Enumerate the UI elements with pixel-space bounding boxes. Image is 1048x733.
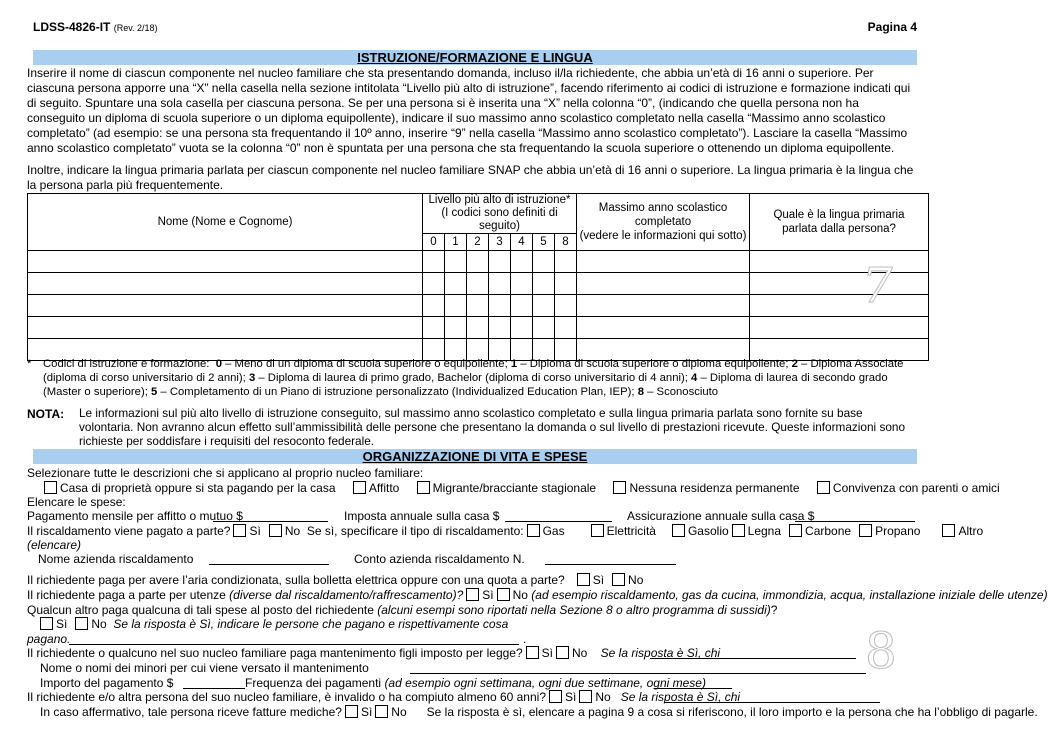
list-expenses-label: Elencare le spese: xyxy=(27,495,126,509)
company-account-label: Conto azienda riscaldamento N. xyxy=(354,552,525,566)
language-instructions: Inoltre, indicare la lingua primaria parlata per ciascun componente nel nucleo familiare SNAP che abbia un’età di 16 anni o superiore. La lingua primaria è la lingua che la persona parla più frequentemente. xyxy=(27,163,914,192)
codes-star: * xyxy=(27,358,32,370)
company-account-input[interactable] xyxy=(545,552,676,565)
heating-no-checkbox[interactable] xyxy=(269,524,282,537)
amount-label: Importo del pagamento $ xyxy=(40,676,174,690)
code-header: 5 xyxy=(533,234,555,251)
others-yes-checkbox[interactable] xyxy=(40,617,53,630)
heating-propane-checkbox[interactable] xyxy=(859,524,872,537)
disabled-yes-checkbox[interactable] xyxy=(549,690,562,703)
child-support-yes-checkbox[interactable] xyxy=(526,646,539,659)
rent-label: Pagamento mensile per affitto o mutuo $ xyxy=(27,509,243,523)
watermark-8: 8 xyxy=(865,622,897,680)
child-support-row: Il richiedente o qualcuno nel suo nucleo familiare paga mantenimento figli imposto per legge? Sì No Se la risposta è Sì, chi xyxy=(27,646,721,660)
education-table xyxy=(27,193,929,361)
heating-yes-checkbox[interactable] xyxy=(233,524,246,537)
col-max-subtitle: (vedere le informazioni qui sotto) xyxy=(579,230,747,242)
tax-input[interactable] xyxy=(505,509,612,522)
medical-yes-checkbox[interactable] xyxy=(345,705,358,718)
insurance-label: Assicurazione annuale sulla casa $ xyxy=(627,509,815,523)
utilities-row: Il richiedente paga a parte per utenze (diverse dal riscaldamento/raffrescamento)? Sì No (ad esempio riscaldamento, gas da cucina, immondizia, acqua, installazione iniziale delle utenze) xyxy=(27,588,1048,602)
ac-yes-checkbox[interactable] xyxy=(577,573,590,586)
code-header: 4 xyxy=(511,234,533,251)
checkbox-migrant[interactable] xyxy=(417,481,430,494)
col-level-header xyxy=(423,194,577,234)
disabled-who-input[interactable] xyxy=(664,690,880,703)
minors-input[interactable] xyxy=(410,661,866,674)
form-revision: (Rev. 2/18) xyxy=(113,23,158,33)
rent-input[interactable] xyxy=(213,509,328,522)
section-title-living: ORGANIZZAZIONE DI VITA E SPESE xyxy=(33,449,917,464)
col-level-subtitle: (I codici sono definiti di seguito) xyxy=(441,207,558,232)
code-header: 2 xyxy=(467,234,489,251)
heating-coal-checkbox[interactable] xyxy=(789,524,802,537)
company-name-label: Nome azienda riscaldamento xyxy=(38,552,194,566)
pagano-dot: . xyxy=(523,632,527,646)
page-number: Pagina 4 xyxy=(867,20,917,34)
checkbox-owned[interactable] xyxy=(44,481,57,494)
table-row[interactable] xyxy=(28,251,929,273)
child-support-who-input[interactable] xyxy=(650,646,856,659)
nota-text: Le informazioni sul più alto livello di istruzione conseguito, sul massimo anno scolastico completato e sulla lingua primaria parlata sono fornite su base volontaria. Non avranno alcun effetto sull’ammissibilità delle persone che presentano la domanda o sul livello di prestazioni ricevute. Queste informazioni sono richieste per soddisfare i requisiti del resoconto federale. xyxy=(79,406,906,448)
living-row: Casa di proprietà oppure si sta pagando per la casa Affitto Migrante/bracciante stagionale Nessuna residenza permanente Convivenza con parenti o amici xyxy=(44,481,1000,495)
others-yes-no-row: Sì No Se la risposta è Sì, indicare le persone che pagano e rispettivamente cosa xyxy=(40,617,508,631)
col-lang-header: Quale è la lingua primaria parlata dalla persona? xyxy=(750,194,929,251)
table-row[interactable] xyxy=(28,295,929,317)
elencare-label: (elencare) xyxy=(27,538,82,552)
ac-row: Il richiedente paga per avere l’aria condizionata, sulla bolletta elettrica oppure con una quota a parte? Sì No xyxy=(27,573,644,587)
checkbox-no-residence[interactable] xyxy=(613,481,626,494)
code-header: 3 xyxy=(489,234,511,251)
select-all-label: Selezionare tutte le descrizioni che si applicano al proprio nucleo familiare: xyxy=(27,466,424,480)
tax-label: Imposta annuale sulla casa $ xyxy=(344,509,500,523)
heating-wood-checkbox[interactable] xyxy=(732,524,745,537)
medical-row: In caso affermativo, tale persona riceve fatture mediche? Sì No Se la risposta è sì, elencare a pagina 9 a cosa si riferiscono, il loro importo e la persona che ha l’obbligo di pagarle. xyxy=(40,705,1038,719)
table-row[interactable] xyxy=(28,317,929,339)
heating-gas-checkbox[interactable] xyxy=(527,524,540,537)
form-id: LDSS-4826-IT (Rev. 2/18) xyxy=(33,20,158,34)
child-support-no-checkbox[interactable] xyxy=(556,646,569,659)
heating-oil-checkbox[interactable] xyxy=(672,524,685,537)
others-input[interactable] xyxy=(69,632,519,645)
nota-label: NOTA: xyxy=(27,407,65,421)
minors-label: Nome o nomi dei minori per cui viene versato il mantenimento xyxy=(40,661,369,675)
heating-row: Il riscaldamento viene pagato a parte? Sì No Se sì, specificare il tipo di riscaldamento: Gas Elettricità Gasolio Legna Carbone Propano Altro xyxy=(27,524,984,538)
frequency-input[interactable] xyxy=(654,676,732,689)
heating-other-checkbox[interactable] xyxy=(942,524,955,537)
ac-no-checkbox[interactable] xyxy=(612,573,625,586)
amount-input[interactable] xyxy=(183,676,245,689)
checkbox-relatives[interactable] xyxy=(817,481,830,494)
table-row[interactable] xyxy=(28,273,929,295)
section-title-education: ISTRUZIONE/FORMAZIONE E LINGUA xyxy=(33,50,917,65)
code-header: 8 xyxy=(555,234,577,251)
company-name-input[interactable] xyxy=(209,552,329,565)
col-max-title: Massimo anno scolastico completato xyxy=(598,202,728,228)
col-level-title: Livello più alto di istruzione* xyxy=(428,194,571,206)
pagano-label: pagano. xyxy=(27,632,71,646)
others-pay-row: Qualcun altro paga qualcuna di tali spese al posto del richiedente (alcuni esempi sono riportati nella Sezione 8 o altro programma di sussidi)? xyxy=(27,603,778,617)
code-header: 0 xyxy=(423,234,445,251)
col-max-header xyxy=(577,194,750,251)
frequency-label: Frequenza dei pagamenti (ad esempio ogni settimana, ogni due settimane, ogni mese) xyxy=(245,676,706,690)
checkbox-rent[interactable] xyxy=(353,481,366,494)
disabled-no-checkbox[interactable] xyxy=(579,690,592,703)
codes-note: Codici di istruzione e formazione: 0 – Meno di un diploma di scuola superiore o equipollente; 1 – Diploma di scuola superiore o diploma equipollente; 2 – Diploma Associate (diploma di corso universitario di 2 anni); 3 – Diploma di laurea di primo grado, Bachelor (diploma di corso universitario di 4 anni); 4 – Diploma di laurea di secondo grado (Master o superiore); 5 – Completamento di un Piano di istruzione personalizzato (Individualized Education Plan, IEP); 8 – Sconosciuto xyxy=(43,358,904,398)
utilities-yes-checkbox[interactable] xyxy=(466,588,479,601)
education-instructions: Inserire il nome di ciascun componente nel nucleo familiare che sta presentando domanda, incluso il/la richiedente, che abbia un’età di 16 anni o superiore. Per ciascuna persona apporre una “X” nella casella nella sezione intitolata “Livello più alto di istruzione”, facendo riferimento ai codici di istruzione e formazione indicati qui di seguito. Spuntare una sola casella per ciascuna persona. Se per una persona si è inserita una “X” nella colonna “0”, (indicando che quella persona non ha conseguito un diploma di scuola superiore o un diploma equipollente), indicare il suo massimo anno scolastico completato nella casella “Massimo anno scolastico completato” (ad esempio: se una persona sta frequentando il 10º anno, inserire “9” nella casella “Massimo anno scolastico completato”). Lasciare la casella “Massimo anno scolastico completato” vuota se la colonna “0” non è spuntata per una persona che sta frequentando la scuola superiore o ottenendo un diploma equipollente. xyxy=(27,66,911,155)
watermark-7: 7 xyxy=(857,258,898,314)
code-header: 1 xyxy=(445,234,467,251)
utilities-no-checkbox[interactable] xyxy=(497,588,510,601)
col-name-header: Nome (Nome e Cognome) xyxy=(28,194,423,251)
others-no-checkbox[interactable] xyxy=(75,617,88,630)
disabled-row: Il richiedente e/o altra persona del suo nucleo familiare, è invalido o ha compiuto almeno 60 anni? Sì No Se la risposta è Sì, chi xyxy=(27,690,741,704)
heating-electric-checkbox[interactable] xyxy=(591,524,604,537)
insurance-input[interactable] xyxy=(795,509,915,522)
medical-no-checkbox[interactable] xyxy=(375,705,388,718)
